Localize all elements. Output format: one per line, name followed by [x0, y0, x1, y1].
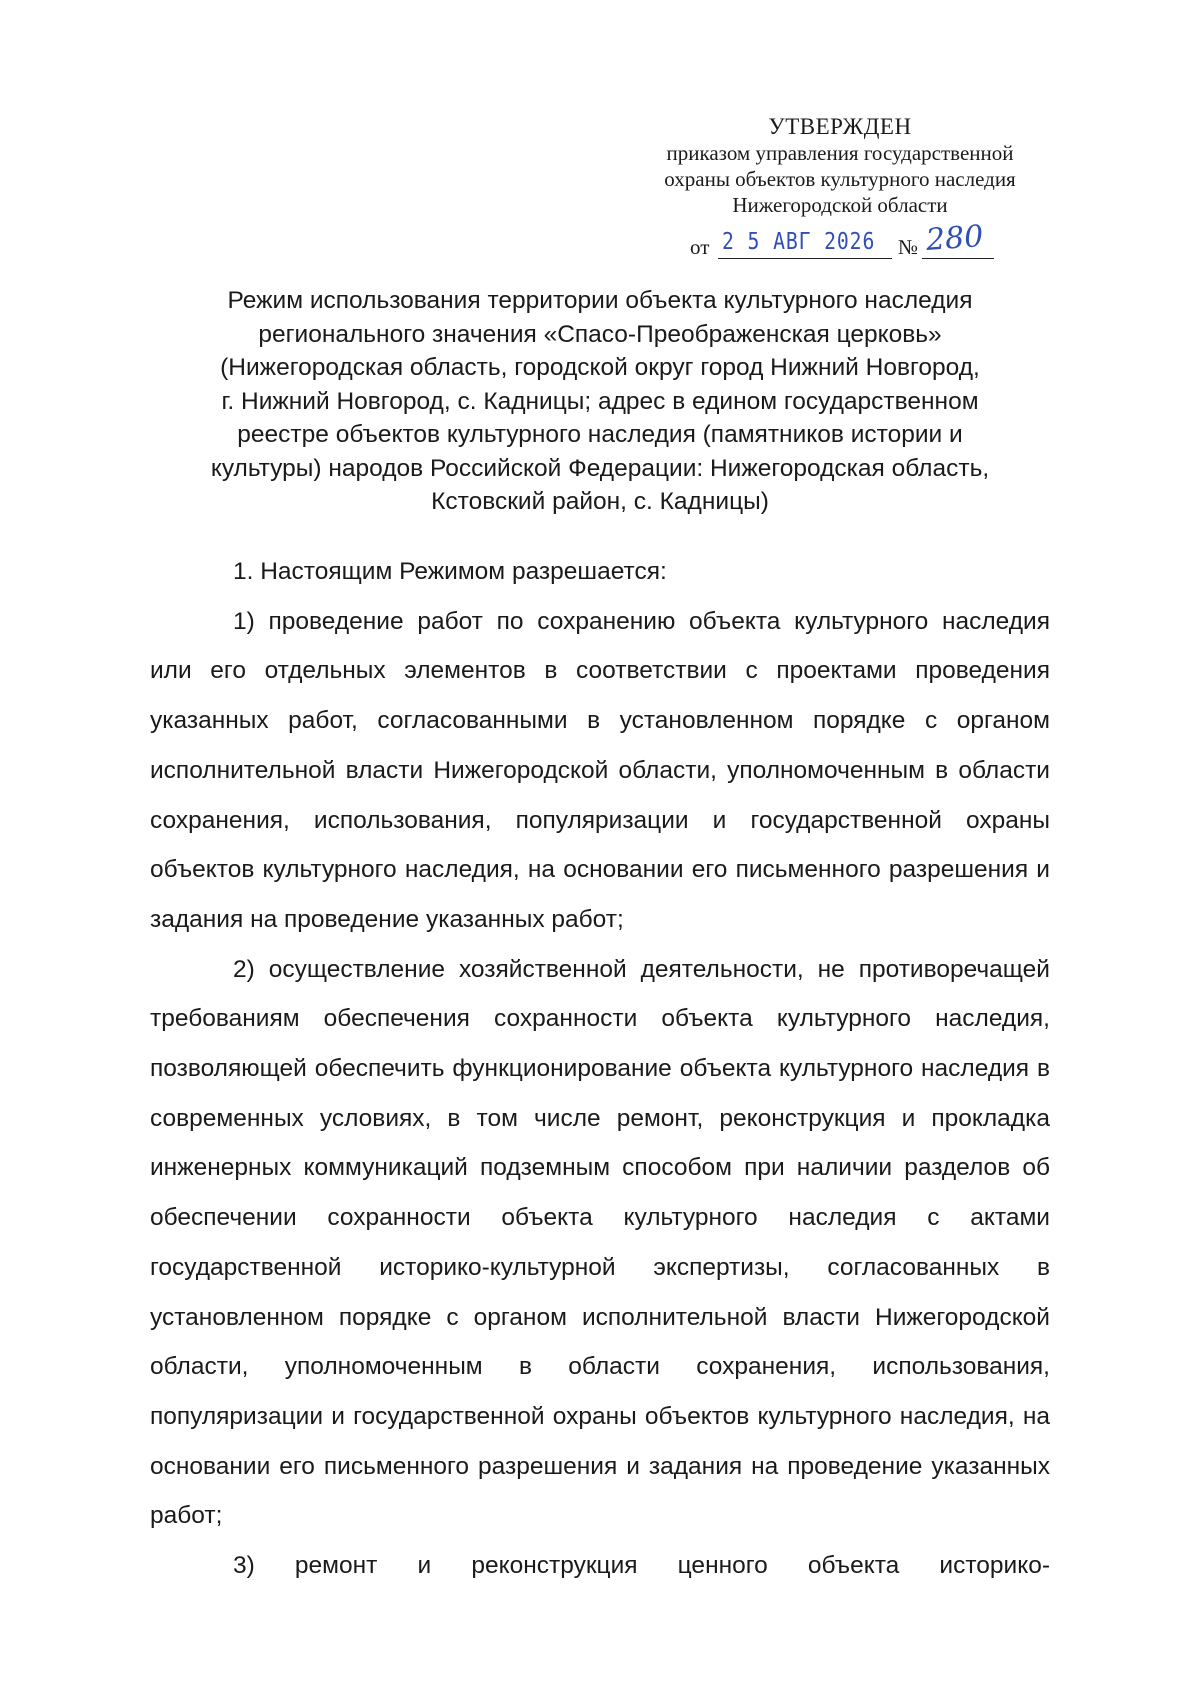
date-underline [718, 258, 892, 259]
paragraph-item-3: 3) ремонт и реконструкция ценного объекта историко- [233, 1552, 1050, 1580]
approval-line: охраны объектов культурного наследия [664, 167, 1016, 191]
paragraph-item-1: 1) проведение работ по сохранению объекта культурного наследия или его отдельных элементов в соответствии с проектами проведения указанных работ, согласованными в установленном порядке с органом исполнительной власти Нижегородской области, уполномоченным в области сохранения, использования, популяризации и государственной охраны объектов культурного наследия, на основании его письменного разрешения и задания на проведение указанных работ; [150, 607, 1050, 933]
number-underline [922, 258, 994, 259]
handwritten-date: 2 5 АВГ 2026 [722, 229, 876, 255]
title-line: регионального значения «Спасо-Преображенская церковь» [258, 320, 942, 348]
approval-title: УТВЕРЖДЕН [768, 114, 912, 139]
title-line: (Нижегородская область, городской округ город Нижний Новгород, [220, 354, 980, 381]
approval-block [600, 114, 1080, 218]
handwritten-number: 280 [924, 219, 985, 258]
document-body [150, 547, 1050, 1591]
title-line: реестре объектов культурного наследия (памятников истории и [237, 421, 963, 448]
paragraph-item-2: 2) осуществление хозяйственной деятельности, не противоречащей требованиям обеспечения сохранности объекта культурного наследия, позволяющей обеспечить функционирование объекта культурного наследия в современных условиях, в том числе ремонт, реконструкция и прокладка инженерных коммуникаций подземным способом при наличии разделов об обеспечении сохранности объекта культурного наследия с актами государственной историко-культурной экспертизы, согласованных в установленном порядке с органом исполнительной власти Нижегородской области, уполномоченным в области сохранения, использования, популяризации и государственной охраны объектов культурного наследия, на основании его письменного разрешения и задания на проведение указанных работ; [150, 955, 1050, 1530]
title-line: Кстовский район, с. Кадницы) [431, 488, 769, 515]
approval-line: приказом управления государственной [666, 141, 1014, 165]
title-line: культуры) народов Российской Федерации: Нижегородская область, [210, 454, 990, 482]
order-date-number [690, 219, 1000, 261]
number-label: № [898, 235, 919, 259]
paragraph-intro: 1. Настоящим Режимом разрешается: [233, 558, 667, 585]
approval-line: Нижегородской области [732, 193, 948, 217]
title-line: Режим использования территории объекта культурного наследия [227, 287, 973, 314]
document-title [150, 284, 1050, 519]
from-label: от [690, 235, 710, 259]
title-line: г. Нижний Новгород, с. Кадницы; адрес в едином государственном [221, 387, 979, 415]
